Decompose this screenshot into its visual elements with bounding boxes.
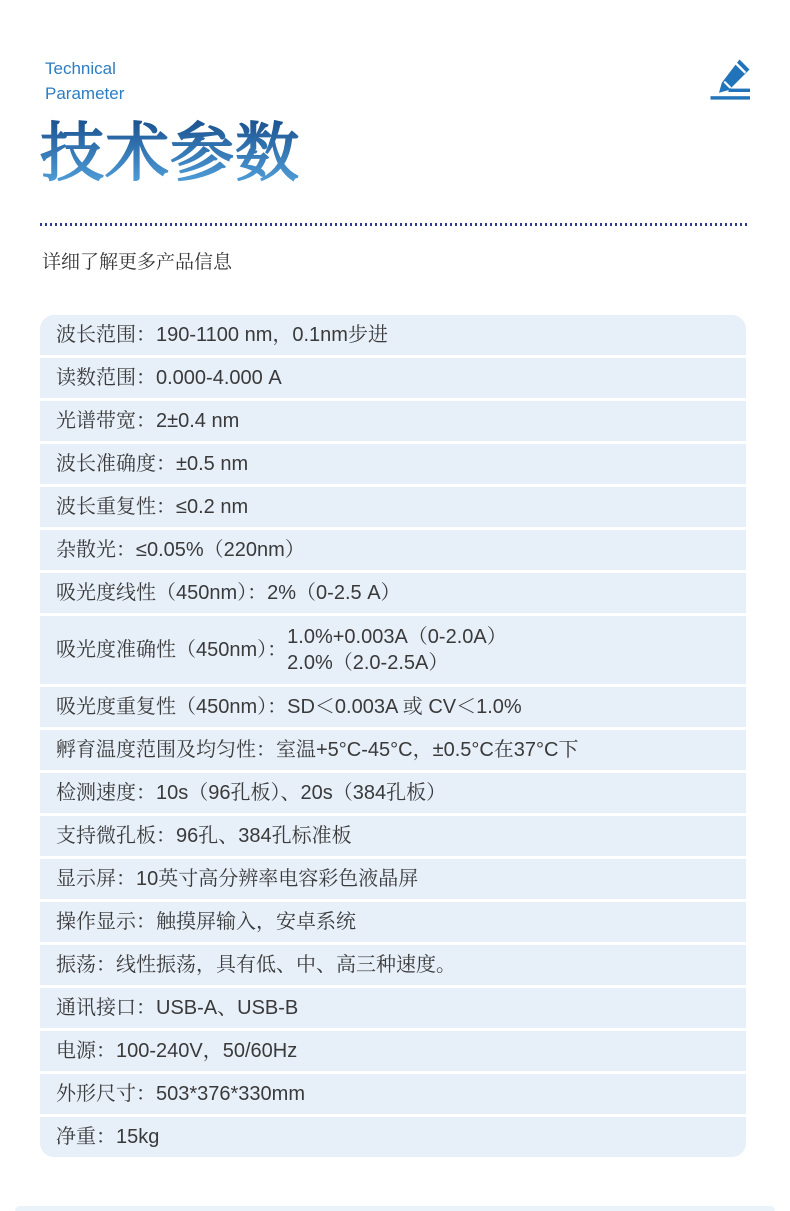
spec-row-shaking [40,945,746,985]
spec-row-absorbance-linearity [40,573,746,613]
spec-text: 孵育温度范围及均匀性：室温+5°C-45°C，±0.5°C在37°C下 [56,739,579,761]
section-eyebrow [45,56,124,106]
spec-text: 波长重复性：≤0.2 nm [56,496,249,518]
spec-row-wavelength-range [40,315,746,355]
spec-row-supported-microplates [40,816,746,856]
spec-text: 电源：100-240V，50/60Hz [56,1040,298,1062]
dotted-divider [40,223,750,226]
pencil-edit-icon [706,56,754,106]
spec-text: 外形尺寸：503*376*330mm [56,1083,305,1105]
spec-row-net-weight [40,1117,746,1157]
page-title: 技术参数 [40,114,300,192]
spec-text: 显示屏：10英寸高分辨率电容彩色液晶屏 [56,868,419,890]
spec-text: 光谱带宽：2±0.4 nm [56,410,240,432]
spec-row-stray-light [40,530,746,570]
spec-value-lines [287,624,507,676]
spec-text: 吸光度重复性（450nm）：SD＜0.003A 或 CV＜1.0% [56,696,522,718]
spec-text: 读数范围：0.000-4.000 A [56,367,282,389]
spec-row-incubation-temperature [40,730,746,770]
spec-row-absorbance-accuracy [40,616,746,684]
eyebrow-line-1: Technical [45,59,116,78]
section-subtitle: 详细了解更多产品信息 [42,252,233,273]
spec-label: 吸光度准确性（450nm）： [56,639,288,661]
spec-value-line-1: 1.0%+0.003A（0-2.0A） [287,626,507,648]
spec-row-detection-speed [40,773,746,813]
spec-text: 支持微孔板：96孔、384孔标准板 [56,825,352,847]
spec-row-reading-range [40,358,746,398]
spec-table [40,315,746,1157]
spec-row-wavelength-accuracy [40,444,746,484]
spec-row-display-screen [40,859,746,899]
spec-row-power-supply [40,1031,746,1071]
spec-text: 杂散光：≤0.05%（220nm） [56,539,305,561]
spec-value-line-2: 2.0%（2.0-2.5A） [287,652,449,674]
spec-row-operation-display [40,902,746,942]
spec-text: 通讯接口：USB-A、USB-B [56,997,299,1019]
spec-row-communication-interface [40,988,746,1028]
spec-text: 吸光度线性（450nm）：2%（0-2.5 A） [56,582,401,604]
spec-row-absorbance-repeatability [40,687,746,727]
spec-text: 振荡：线性振荡，具有低、中、高三种速度。 [56,954,456,976]
spec-row-wavelength-repeatability [40,487,746,527]
spec-text: 净重：15kg [56,1126,160,1148]
spec-text: 检测速度：10s（96孔板）、20s（384孔板） [56,782,447,804]
spec-row-dimensions [40,1074,746,1114]
spec-text: 操作显示：触摸屏输入，安卓系统 [56,911,356,933]
spec-text: 波长准确度：±0.5 nm [56,453,249,475]
spec-row-spectral-bandwidth [40,401,746,441]
eyebrow-line-2: Parameter [45,84,125,103]
next-section-card-edge [15,1206,775,1211]
spec-text: 波长范围：190-1100 nm，0.1nm步进 [56,324,388,346]
